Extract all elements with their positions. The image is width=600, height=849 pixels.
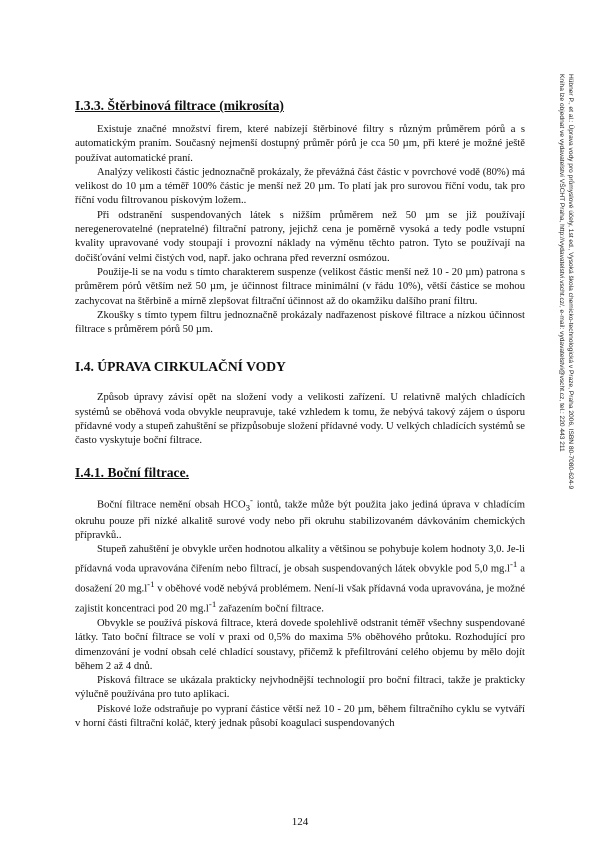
paragraph: Písková filtrace se ukázala prakticky nejvhodnější technologií pro boční filtraci, takže je prakticky výlučně používána pro tuto aplikaci. xyxy=(75,675,525,701)
superscript: -1 xyxy=(208,599,217,610)
text-run: Stupeň zahuštění je obvykle určen hodnotou alkality a většinou se pohybuje kolem hodnoty 3,0. Je-li přídavná voda upravována čiřením nebo filtrací, je obsah suspendovaných látek obvykle pod 5,0 mg.l xyxy=(75,544,525,575)
text-run: zařazením boční filtrace. xyxy=(216,603,324,615)
citation-line: Hübner P., et al.: Úprava vody pro průmyslové účely, 1st ed., Vysoká škola chemicko-technologická v Praze, Praha 2006, ISBN 80-7080-624-9 xyxy=(567,74,574,490)
subscript: 3 xyxy=(245,502,251,513)
section-heading-uprava-cirkulacni-vody: I.4. ÚPRAVA CIRKULAČNÍ VODY xyxy=(75,359,286,375)
page-content xyxy=(75,98,525,731)
paragraph: Při odstranění suspendovaných látek s nižším průměrem než 50 µm se již používají neregenerovatelné (nepratelné) filtrační patrony, jejichž cena je poměrně vysoká a tedy podle vstupní kvality upravované vody stoupají i provozní náklady na výměnu těchto patron. Tyto se používají na dočišťování velmi čistých vod, např. jako ochrana před reverzní osmózou. xyxy=(75,209,525,264)
paragraph xyxy=(75,543,525,617)
paragraph xyxy=(75,493,525,544)
section-heading-bocni-filtrace: I.4.1. Boční filtrace. xyxy=(75,464,190,480)
text-run: a dosažení 20 mg.l xyxy=(75,564,525,595)
paragraph: Způsob úpravy závisí opět na složení vody a velikosti zařízení. U relativně malých chladících systémů se oběhová voda obvykle neupravuje, také vzhledem k tomu, že nebývá takový zájem o úsporu přídavné vody a stupeň zahuštění se přizpůsobuje složení přídavné vody. U velkých chladících systémů se často vyskytuje boční filtrace. xyxy=(75,392,525,447)
text-run: v oběhové vodě nebývá problémem. Není-li však přídavná voda upravována, je možné zajistit koncentraci pod 20 mg.l xyxy=(75,583,525,615)
text-run: Boční filtrace nemění obsah HCO xyxy=(97,499,246,511)
section-heading-sterbinova-filtrace: I.3.3. Štěrbinová filtrace (mikrosíta) xyxy=(75,98,284,113)
paragraph: Pískové lože odstraňuje po vypraní částice větší než 10 - 20 µm, během filtračního cyklu se vytváří v horní části filtrační koláč, který jednak působí koagulaci suspendovaných xyxy=(75,703,525,730)
superscript: - xyxy=(250,494,253,505)
paragraph: Obvykle se používá písková filtrace, která dovede spolehlivě odstranit téměř všechny suspendované látky. Tato boční filtrace se volí v praxi od 0,5% do maxima 5% oběhového průtoku. Rozhodující pro dimenzování je vodní obsah celé chladící soustavy, přičemž k přefiltrování celého objemu by mělo dojít během 2 až 4 dnů. xyxy=(75,617,525,672)
citation-sidebar xyxy=(557,74,575,489)
paragraph: Analýzy velikosti částic jednoznačně prokázaly, že převážná část částic v povrchové vodě (80%) má velikost do 10 µm a téměř 100% částic je menší než 20 µm. To platí jak pro surovou říční vodu, tak pro říční vodu filtrovanou pískovým ložem.. xyxy=(75,166,525,207)
paragraph: Existuje značné množství firem, které nabízejí štěrbinové filtry s různým průměrem pórů a s automatickým praním. Současný nejmenší dostupný průměr pórů je cca 50 µm, při které je možné ještě používat automatické praní. xyxy=(75,124,525,164)
superscript: -1 xyxy=(147,579,155,590)
page-number: 124 xyxy=(291,816,309,828)
text-run: iontů, takže může být použita jako jediná úprava v chladícím okruhu pouze při nízké alkalitě surové vody nebo při okruhu stabilizovaném dávkováním chemických přípravků.. xyxy=(75,499,525,541)
paragraph: Použije-li se na vodu s tímto charakterem suspenze (velikost částic menší než 10 - 20 µm) patrona s průměrem pórů větším než 50 µm, je účinnost filtrace minimální (v řádu 10%), větší částice se mohou zachycovat na štěrbině a mírně zlepšovat filtrační účinnost až do okamžiku dalšího praní filtru. xyxy=(75,266,525,307)
paragraph: Zkoušky s tímto typem filtru jednoznačně prokázaly nadřazenost pískové filtrace a nízkou účinnost filtrace s průměrem pórů 50 µm. xyxy=(75,309,525,336)
superscript: -1 xyxy=(509,559,518,570)
citation-line: Kniha lze objednat ve vydavatelství VŠCHT Praha, http://vydavatelstvi.vscht.cz/, e-mail: vydavatelstvi@vscht.cz, tel.: 220 443 211 xyxy=(558,74,565,452)
